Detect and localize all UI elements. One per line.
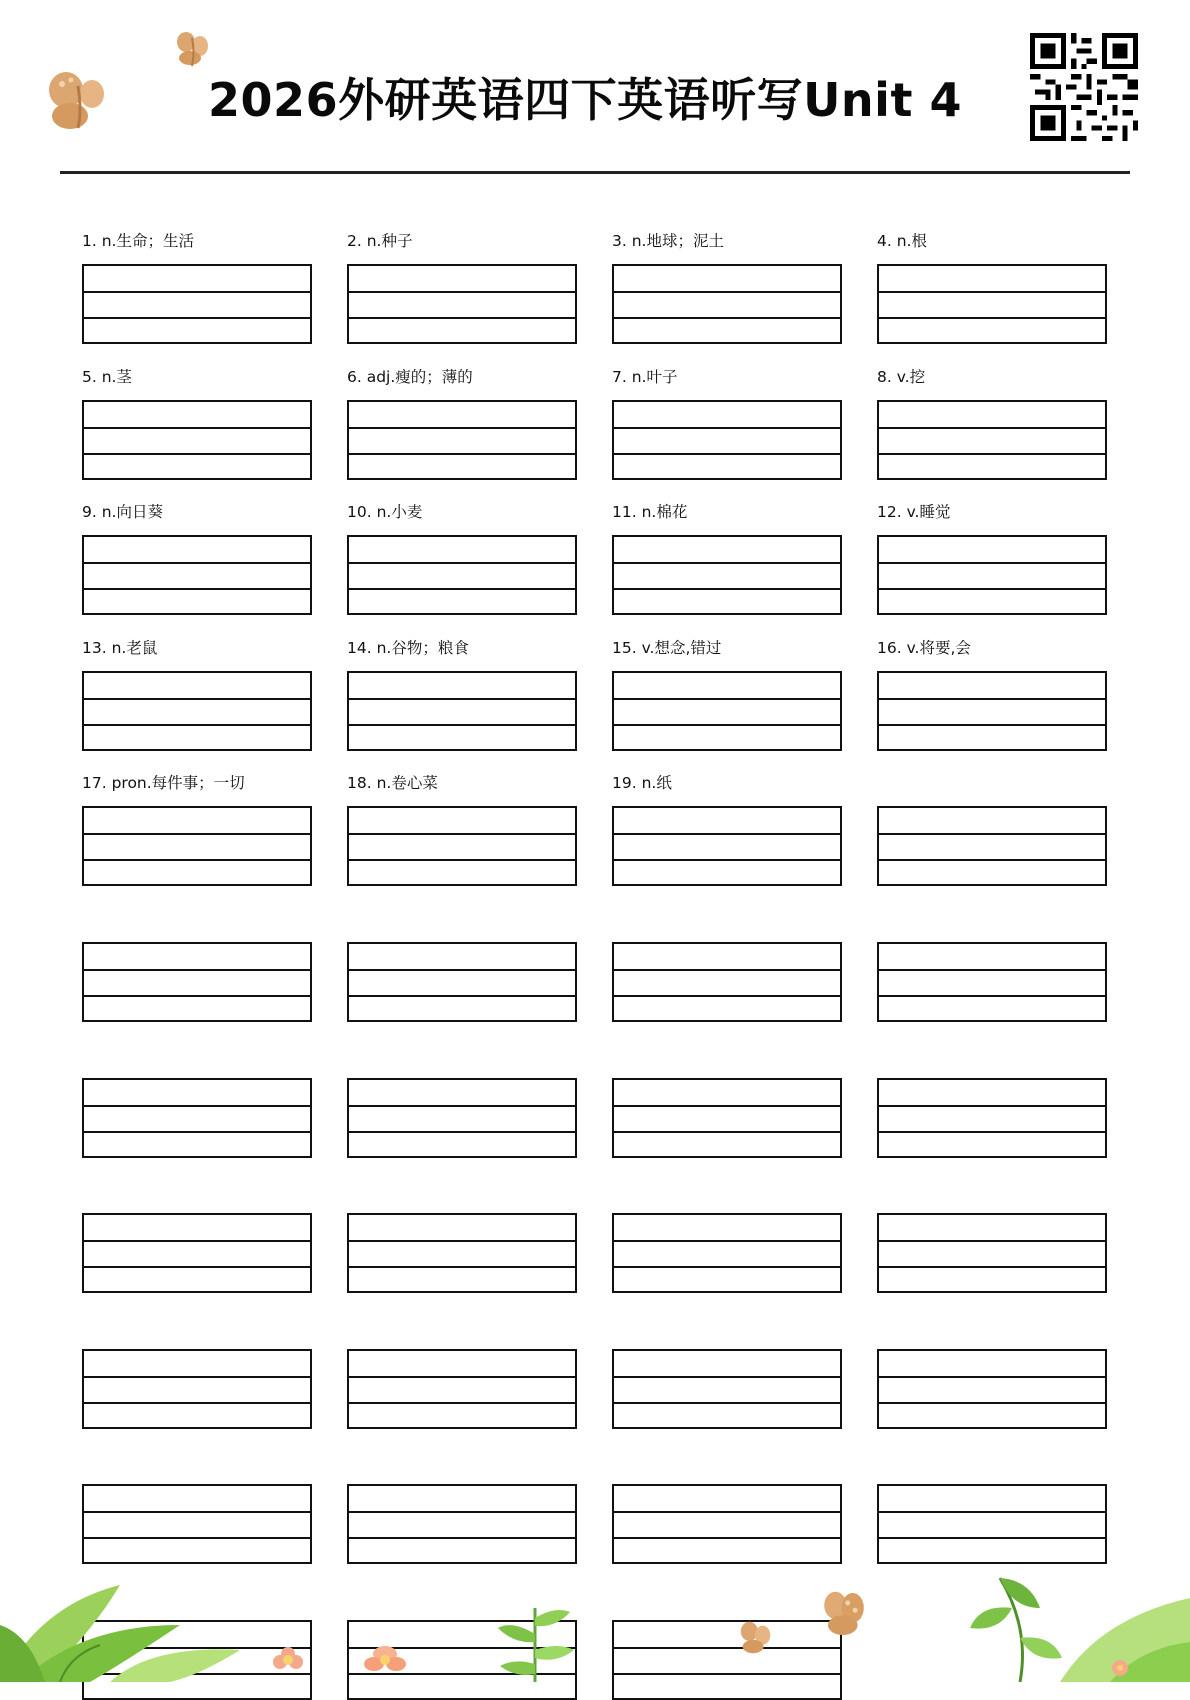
dictation-item-label: 2. n.种子 — [347, 232, 413, 250]
answer-writing-box[interactable] — [877, 1213, 1107, 1293]
writing-line — [879, 1376, 1105, 1378]
writing-line — [84, 1511, 310, 1513]
flower-icon — [360, 1640, 410, 1682]
dictation-item-label: 13. n.老鼠 — [82, 639, 158, 657]
answer-writing-box[interactable] — [612, 806, 842, 886]
writing-line — [84, 562, 310, 564]
dictation-item-label: 1. n.生命；生活 — [82, 232, 194, 250]
dictation-item-label: 18. n.卷心菜 — [347, 774, 438, 792]
answer-writing-box[interactable] — [347, 400, 577, 480]
writing-line — [349, 1376, 575, 1378]
writing-line — [614, 833, 840, 835]
writing-line — [349, 1105, 575, 1107]
writing-line — [349, 453, 575, 455]
writing-line — [879, 1266, 1105, 1268]
writing-line — [84, 1266, 310, 1268]
butterfly-icon — [736, 1618, 776, 1658]
writing-line — [614, 562, 840, 564]
writing-line — [349, 969, 575, 971]
answer-writing-box[interactable] — [612, 1078, 842, 1158]
answer-writing-box[interactable] — [347, 1484, 577, 1564]
answer-writing-box[interactable] — [612, 1484, 842, 1564]
writing-line — [349, 291, 575, 293]
writing-line — [614, 453, 840, 455]
answer-writing-box[interactable] — [347, 535, 577, 615]
writing-line — [349, 1266, 575, 1268]
writing-line — [614, 724, 840, 726]
writing-line — [879, 1105, 1105, 1107]
dictation-item-label: 16. v.将要,会 — [877, 639, 971, 657]
writing-line — [614, 588, 840, 590]
writing-line — [879, 724, 1105, 726]
writing-line — [349, 1131, 575, 1133]
writing-line — [349, 588, 575, 590]
writing-line — [879, 1131, 1105, 1133]
answer-writing-box[interactable] — [82, 1484, 312, 1564]
writing-line — [84, 1105, 310, 1107]
answer-writing-box[interactable] — [877, 1078, 1107, 1158]
writing-line — [84, 427, 310, 429]
writing-line — [879, 427, 1105, 429]
answer-writing-box[interactable] — [82, 264, 312, 344]
leaf-icon — [490, 1598, 580, 1682]
writing-line — [84, 1240, 310, 1242]
dictation-item-label: 14. n.谷物；粮食 — [347, 639, 469, 657]
answer-writing-box[interactable] — [612, 264, 842, 344]
writing-line — [84, 724, 310, 726]
writing-line — [349, 833, 575, 835]
answer-writing-box[interactable] — [877, 671, 1107, 751]
writing-line — [614, 1673, 840, 1675]
writing-line — [614, 1266, 840, 1268]
writing-line — [614, 317, 840, 319]
writing-line — [879, 1511, 1105, 1513]
answer-writing-box[interactable] — [82, 806, 312, 886]
writing-line — [614, 1131, 840, 1133]
writing-line — [614, 995, 840, 997]
writing-line — [614, 859, 840, 861]
writing-line — [879, 1402, 1105, 1404]
writing-line — [614, 1647, 840, 1649]
answer-writing-box[interactable] — [612, 535, 842, 615]
writing-line — [614, 698, 840, 700]
writing-line — [84, 1402, 310, 1404]
writing-line — [84, 453, 310, 455]
writing-line — [84, 833, 310, 835]
answer-writing-box[interactable] — [82, 1349, 312, 1429]
answer-writing-box[interactable] — [612, 400, 842, 480]
dictation-item-label: 3. n.地球；泥土 — [612, 232, 724, 250]
dictation-item-label: 9. n.向日葵 — [82, 503, 163, 521]
answer-writing-box[interactable] — [347, 671, 577, 751]
dictation-item-label: 17. pron.每件事；一切 — [82, 774, 245, 792]
writing-line — [84, 698, 310, 700]
page-title: 2026外研英语四下英语听写Unit 4 — [208, 73, 962, 127]
answer-writing-box[interactable] — [82, 942, 312, 1022]
answer-writing-box[interactable] — [347, 1078, 577, 1158]
answer-writing-box[interactable] — [877, 806, 1107, 886]
writing-line — [84, 1131, 310, 1133]
answer-writing-box[interactable] — [877, 942, 1107, 1022]
dictation-item-label: 15. v.想念,错过 — [612, 639, 722, 657]
answer-writing-box[interactable] — [612, 1620, 842, 1700]
answer-writing-box[interactable] — [877, 264, 1107, 344]
dictation-item-label: 6. adj.瘦的；薄的 — [347, 368, 473, 386]
answer-writing-box[interactable] — [82, 1078, 312, 1158]
answer-writing-box[interactable] — [877, 535, 1107, 615]
dictation-item-label: 12. v.睡觉 — [877, 503, 951, 521]
writing-line — [349, 1537, 575, 1539]
writing-line — [84, 995, 310, 997]
writing-line — [84, 317, 310, 319]
writing-line — [349, 1402, 575, 1404]
writing-line — [879, 1240, 1105, 1242]
answer-writing-box[interactable] — [347, 264, 577, 344]
dictation-item-label: 19. n.纸 — [612, 774, 672, 792]
dictation-item-label: 5. n.茎 — [82, 368, 132, 386]
writing-line — [349, 562, 575, 564]
writing-line — [349, 698, 575, 700]
answer-writing-box[interactable] — [82, 671, 312, 751]
flower-icon — [268, 1640, 308, 1680]
answer-writing-box[interactable] — [612, 1349, 842, 1429]
dictation-item-label: 7. n.叶子 — [612, 368, 678, 386]
answer-writing-box[interactable] — [347, 1349, 577, 1429]
writing-line — [349, 1240, 575, 1242]
answer-writing-box[interactable] — [82, 535, 312, 615]
writing-line — [84, 1376, 310, 1378]
answer-writing-box[interactable] — [347, 942, 577, 1022]
writing-line — [879, 1537, 1105, 1539]
writing-line — [614, 427, 840, 429]
writing-line — [879, 995, 1105, 997]
dictation-item-label: 11. n.棉花 — [612, 503, 688, 521]
writing-line — [879, 453, 1105, 455]
writing-line — [349, 317, 575, 319]
answer-writing-box[interactable] — [877, 1484, 1107, 1564]
writing-line — [614, 1240, 840, 1242]
writing-line — [84, 859, 310, 861]
writing-line — [614, 1402, 840, 1404]
dictation-item-label: 10. n.小麦 — [347, 503, 423, 521]
answer-writing-box[interactable] — [612, 942, 842, 1022]
writing-line — [349, 724, 575, 726]
writing-line — [879, 859, 1105, 861]
writing-line — [879, 317, 1105, 319]
dictation-item-label: 4. n.根 — [877, 232, 927, 250]
writing-line — [614, 291, 840, 293]
writing-line — [879, 291, 1105, 293]
answer-writing-box[interactable] — [347, 1213, 577, 1293]
writing-line — [349, 995, 575, 997]
answer-writing-box[interactable] — [82, 1213, 312, 1293]
writing-line — [879, 833, 1105, 835]
answer-writing-box[interactable] — [612, 671, 842, 751]
leaf-icon — [960, 1558, 1190, 1682]
writing-line — [84, 588, 310, 590]
writing-line — [84, 291, 310, 293]
answer-writing-box[interactable] — [347, 806, 577, 886]
writing-line — [84, 1537, 310, 1539]
leaf-icon — [0, 1565, 300, 1682]
butterfly-icon — [818, 1588, 870, 1640]
answer-writing-box[interactable] — [82, 400, 312, 480]
answer-writing-box[interactable] — [877, 400, 1107, 480]
answer-writing-box[interactable] — [612, 1213, 842, 1293]
dictation-item-label: 8. v.挖 — [877, 368, 926, 386]
writing-line — [879, 969, 1105, 971]
writing-line — [349, 859, 575, 861]
writing-line — [879, 588, 1105, 590]
writing-line — [614, 1537, 840, 1539]
writing-line — [879, 562, 1105, 564]
writing-line — [349, 1511, 575, 1513]
writing-line — [614, 1105, 840, 1107]
writing-line — [614, 969, 840, 971]
writing-line — [614, 1376, 840, 1378]
answer-writing-box[interactable] — [877, 1349, 1107, 1429]
writing-line — [349, 427, 575, 429]
writing-line — [84, 969, 310, 971]
writing-line — [614, 1511, 840, 1513]
writing-line — [879, 698, 1105, 700]
